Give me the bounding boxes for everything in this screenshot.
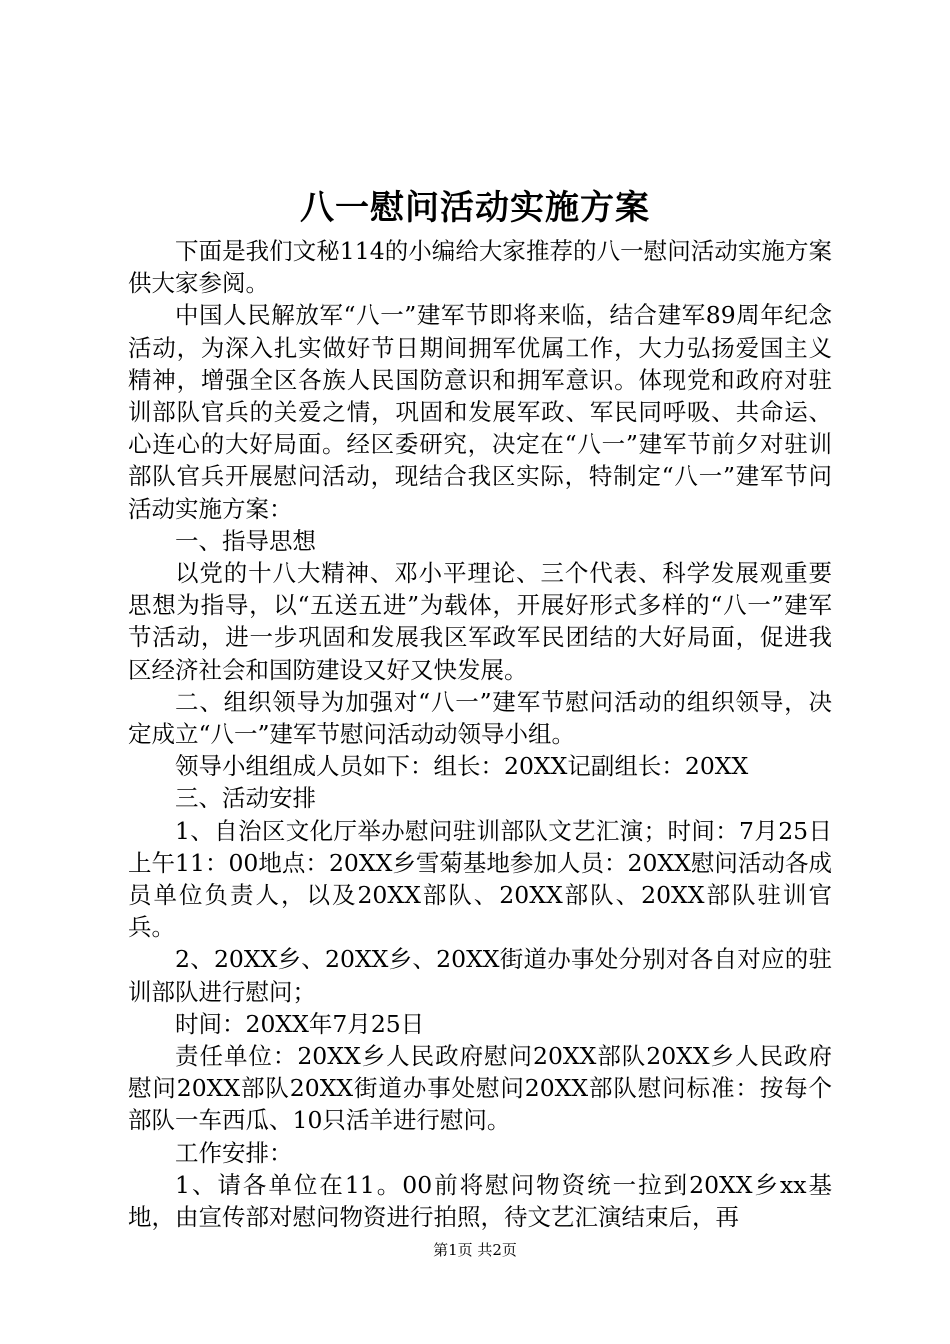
paragraph-activity-1: 1、自治区文化厅举办慰问驻训部队文艺汇演；时间：7月25日上午11：00地点：20XX乡雪菊基地参加人员：20XX慰问活动各成员单位负责人，以及20XX部队、20XX部队、20XX部队驻训官兵。 [128,816,832,942]
paragraph-guiding-thought: 以党的十八大精神、邓小平理论、三个代表、科学发展观重要思想为指导，以“五送五进”为载体，开展好形式多样的“八一”建军节活动，进一步巩固和发展我区军政军民团结的大好局面，促进我区经济社会和国防建设又好又快发展。 [128,559,832,684]
paragraph-time: 时间：20XX年7月25日 [175,1009,425,1038]
paragraph-work-arrangement-1: 1、请各单位在11。00前将慰问物资统一拉到20XX乡xx基地，由宣传部对慰问物资进行拍照，待文艺汇演结束后，再 [128,1170,832,1232]
paragraph-responsible-units: 责任单位：20XX乡人民政府慰问20XX部队20XX乡人民政府慰问20XX部队20XX街道办事处慰问20XX部队慰问标准：按每个部队一车西瓜、10只活羊进行慰问。 [128,1042,832,1135]
document-body [128,235,832,1233]
paragraph-leadership-members: 领导小组组成人员如下：组长：20XX记副组长：20XX [175,752,749,781]
paragraph-work-arrangement-heading: 工作安排： [175,1138,293,1167]
paragraph-activity-2: 2、20XX乡、20XX乡、20XX街道办事处分别对各自对应的驻训部队进行慰问； [128,945,832,1006]
paragraph-intro: 下面是我们文秘114的小编给大家推荐的八一慰问活动实施方案供大家参阅。 [128,237,832,298]
paragraph-organization: 二、组织领导为加强对“八一”建军节慰问活动的组织领导，决定成立“八一”建军节慰问活动动领导小组。 [128,687,832,749]
page-footer: 第1页 共2页 [433,1241,517,1259]
section-heading-activity-arrangement: 三、活动安排 [175,784,316,813]
document-title: 八一慰问活动实施方案 [300,188,650,228]
paragraph-background: 中国人民解放军“八一”建军节即将来临，结合建军89周年纪念活动，为深入扎实做好节日期间拥军优属工作，大力弘扬爱国主义精神，增强全区各族人民国防意识和拥军意识。体现党和政府对驻训部队官兵的关爱之情，巩固和发展军政、军民同呼吸、共命运、心连心的大好局面。经区委研究，决定在“八一”建军节前夕对驻训部队官兵开展慰问活动，现结合我区实际，特制定“八一”建军节问活动实施方案： [128,301,832,523]
section-heading-guiding-thought: 一、指导思想 [175,526,316,555]
